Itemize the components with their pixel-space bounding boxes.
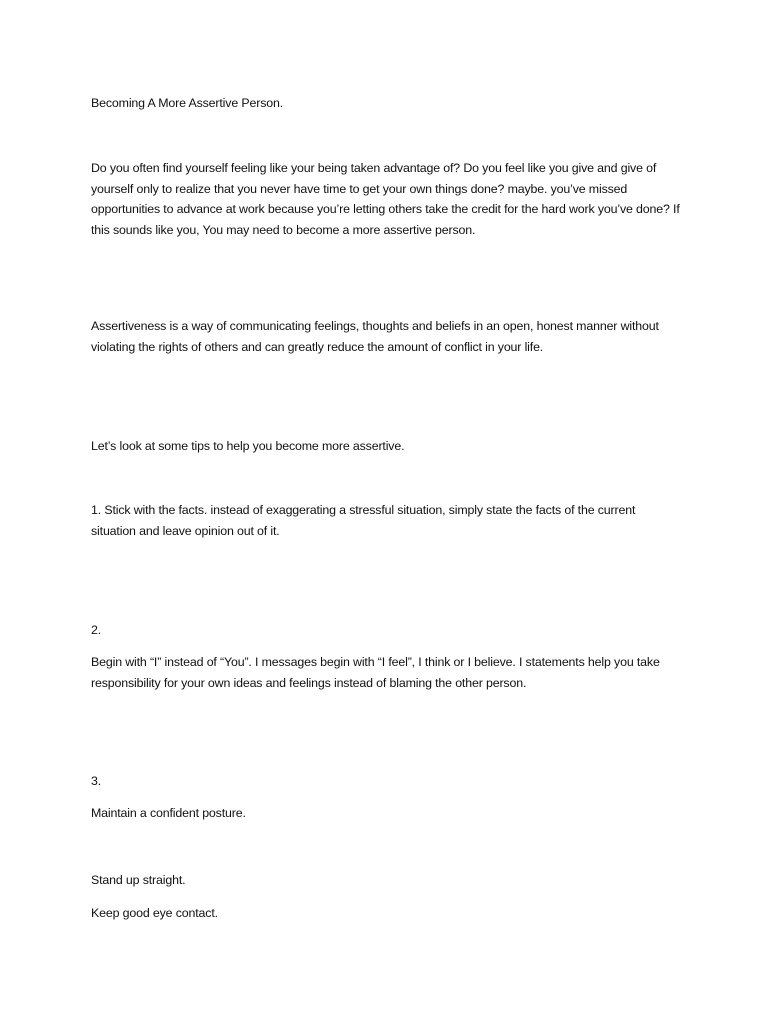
intro-paragraph: Do you often find yourself feeling like your being taken advantage of? Do you feel like you give and give of yourself only to realize that you never have time to get your own things done? maybe. you’ve missed opportunities to advance at work because you’re letting others take the credit for the hard work you’ve done? If this sounds like you, You may need to become a more assertive person. bbox=[91, 161, 680, 237]
tip-2-number: 2. bbox=[91, 623, 102, 637]
tip-3-number: 3. bbox=[91, 774, 102, 788]
definition-paragraph: Assertiveness is a way of communicating feelings, thoughts and beliefs in an open, honest manner without violating the rights of others and can greatly reduce the amount of conflict in your life. bbox=[91, 319, 659, 354]
tip-3-point-2: Keep good eye contact. bbox=[91, 906, 218, 920]
tip-1-paragraph: 1. Stick with the facts. instead of exaggerating a stressful situation, simply state the facts of the current situation and leave opinion out of it. bbox=[91, 503, 636, 538]
document-title: Becoming A More Assertive Person. bbox=[91, 96, 284, 110]
tip-3-paragraph: Maintain a confident posture. bbox=[91, 806, 246, 820]
tip-2-paragraph: Begin with “I” instead of “You”. I messages begin with “I feel”, I think or I believe. I statements help you take responsibility for your own ideas and feelings instead of blaming the other person. bbox=[91, 655, 660, 690]
tip-3-point-1: Stand up straight. bbox=[91, 873, 186, 887]
tips-intro-paragraph: Let’s look at some tips to help you become more assertive. bbox=[91, 439, 405, 453]
